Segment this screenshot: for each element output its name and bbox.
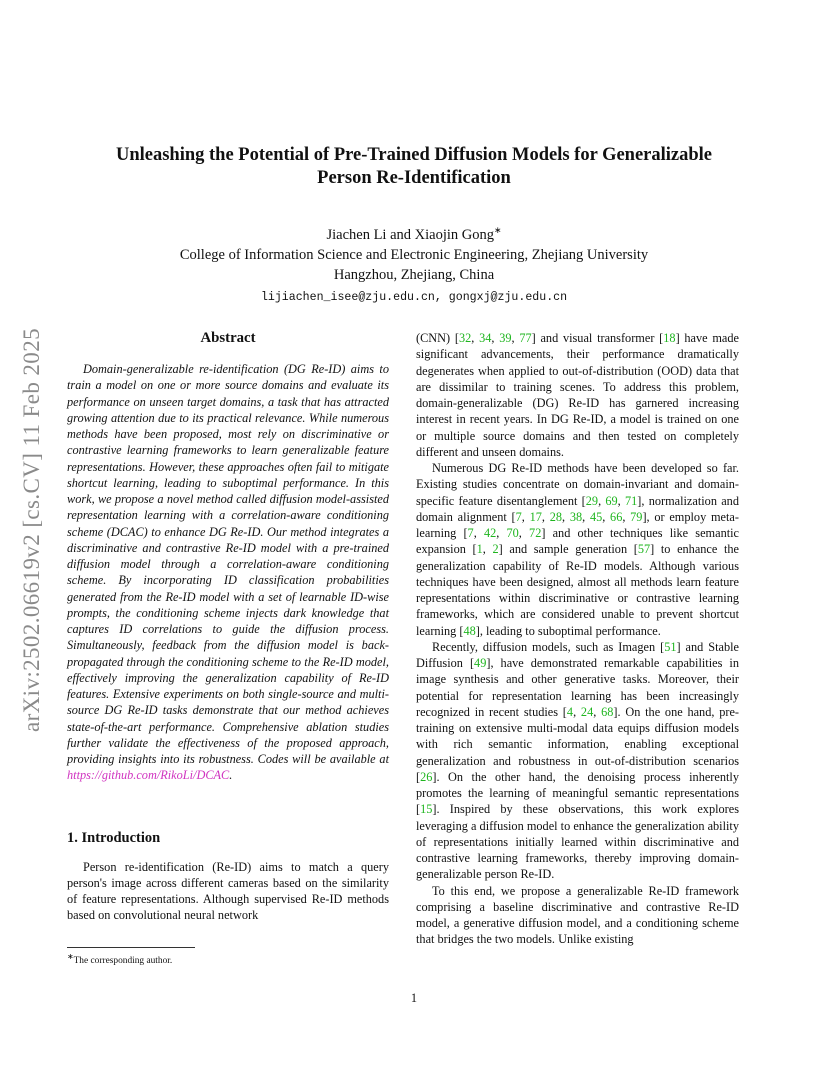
text-run: ] and other techniques like semantic expansion [	[416, 526, 740, 557]
right-paragraph-2: Numerous DG Re-ID methods have been developed so far. Existing studies concentrate on domain-invariant and domain-specific feature disentanglement [29, 69, 71], normalization and domain alignment [7, 17, 28, 38, 45, 66, 79], or employ meta-learning [7, 42, 70, 72] and other techniques like semantic expansion [1, 2] and sample generation [57] to enhance the generalization capability of Re-ID models. Although various techniques have been designed, almost all methods learn feature representations within discriminative or contrastive learning frameworks, which are considered unable to prevent shortcut learning [48], leading to suboptimal performance.	[416, 461, 740, 638]
right-paragraph-4: To this end, we propose a generalizable Re-ID framework comprising a baseline discriminative and contrastive Re-ID model, a generative diffusion model, and a conditioning scheme that bridges the two models. Unlike existing	[416, 883, 739, 947]
text-run: Recently, diffusion models, such as Imagen [	[432, 639, 665, 654]
code-link[interactable]: https://github.com/RikoLi/DCAC	[67, 768, 230, 783]
citation-link[interactable]: 2	[492, 542, 499, 557]
citation-link[interactable]: 71	[624, 493, 638, 508]
author-mark: ∗	[493, 225, 502, 235]
text-run: ] have made significant advancements, their performance dramatically degenerates when applied to out-of-distribution (OOD) data that are dissimilar to training scenes. To address this problem, domain-generalizable (DG) Re-ID has garnered increasing interest in recent years. In DG Re-ID, a model is trained on one or multiple source domains and then tested on completely different and unseen domains.	[416, 331, 739, 459]
intro-heading: 1. Introduction	[67, 829, 161, 846]
citation-link[interactable]: 51	[664, 639, 677, 654]
page-number: 1	[410, 991, 418, 1005]
citation-link[interactable]: 28	[549, 509, 563, 524]
citation-link[interactable]: 42	[483, 526, 497, 540]
citation-link[interactable]: 26	[420, 769, 433, 784]
text-run: (CNN) [	[416, 331, 459, 345]
text-run: ] and visual transformer [	[531, 331, 664, 345]
left-column	[67, 330, 389, 924]
citation-link[interactable]: 18	[663, 331, 676, 345]
citation-link[interactable]: 48	[463, 623, 476, 638]
citation-link[interactable]: 15	[420, 802, 433, 817]
citation-link[interactable]: 7	[467, 526, 474, 540]
citation-link[interactable]: 49	[474, 656, 487, 670]
text-run: ]. On the one hand, pre-training on extensive multi-modal data equips diffusion models with rich semantic information, enabling exceptional generalization and robustness in out-of-distribution scenarios [	[416, 704, 740, 784]
citation-link[interactable]: 4	[566, 704, 574, 719]
intro-paragraph: Person re-identification (Re-ID) aims to match a query person's image across different cameras based on the similarity of feature representations. Although supervised Re-ID methods based on convolutional neural network	[67, 859, 389, 923]
citation-link[interactable]: 38	[569, 509, 583, 524]
citation-link[interactable]: 1	[476, 542, 483, 557]
citation-link[interactable]: 70	[506, 526, 519, 540]
location: Hangzhou, Zhejiang, China	[333, 266, 495, 283]
text-run: ], have demonstrated remarkable capabilities in image synthesis and other generative tasks. Moreover, their potential for representation learning has been increasingly recognized in recent studies [	[416, 656, 739, 719]
right-paragraph-1: (CNN) [32, 34, 39, 77] and visual transformer [18] have made significant advancements, their performance dramatically degenerates when applied to out-of-distribution (OOD) data that are dissimilar to training scenes. To address this problem, domain-generalizable (DG) Re-ID has garnered increasing interest in recent years. In DG Re-ID, a model is trained on one or multiple source domains and then tested on completely different and unseen domains.	[416, 331, 739, 459]
text-run: ], leading to suboptimal performance.	[475, 623, 661, 638]
emails: lijiachen_isee@zju.edu.cn, gongxj@zju.edu.cn	[260, 290, 568, 304]
citation-link[interactable]: 66	[610, 509, 623, 524]
title-line-1: Unleashing the Potential of Pre-Trained Diffusion Models for Generalizable	[115, 145, 713, 165]
citation-link[interactable]: 57	[637, 542, 651, 557]
text-run: Numerous DG Re-ID methods have been developed so far. Existing studies concentrate on domain-invariant and domain-specific feature disentanglement [	[416, 461, 739, 508]
citation-link[interactable]: 34	[479, 331, 492, 345]
abstract-text: Domain-generalizable re-identification (DG Re-ID) aims to train a model on one or more source domains and evaluate its performance on unseen target domains, a task that has attracted growing attention due to its practical relevance. While numerous methods have been proposed, most rely on discriminative or contrastive learning frameworks to learn generalizable feature representations. However, these approaches often fail to mitigate shortcut learning, leading to suboptimal performance. In this work, we propose a novel method called diffusion model-assisted representation learning with a correlation-aware conditioning scheme (DCAC) to enhance DG Re-ID. Our method integrates a discriminative and contrastive Re-ID model with a pre-trained diffusion model through a correlation-aware conditioning scheme. By incorporating ID classification probabilities generated from the Re-ID model with a set of learnable ID-wise prompts, the conditioning scheme injects dark knowledge that captures ID correlations to guide the diffusion process. Simultaneously, feedback from the diffusion model is back-propagated through the conditioning scheme to the Re-ID model, effectively improving the generalization capability of Re-ID features. Extensive experiments on both single-source and multi-source DG Re-ID tasks demonstrate that our method achieves state-of-the-art performance. Comprehensive ablation studies further validate the effectiveness of the proposed approach, providing insights into its robustness. Codes will be available at	[67, 362, 389, 766]
text-run: ], normalization and domain alignment [	[416, 493, 739, 524]
citation-link[interactable]: 68	[601, 704, 614, 719]
text-run: ]. On the other hand, the denoising process inherently promotes the learning of meaningful semantic representations [	[416, 769, 739, 817]
author-block	[68, 220, 760, 308]
authors-text: Jiachen Li and Xiaojin Gong	[326, 226, 494, 243]
right-column	[416, 330, 739, 948]
author-names	[68, 220, 760, 245]
arxiv-identifier-text: arXiv:2502.06619v2 [cs.CV] 11 Feb 2025	[19, 327, 44, 733]
text-run: ] and sample generation [	[498, 542, 638, 557]
abstract-heading: Abstract	[200, 330, 256, 346]
citation-link[interactable]: 45	[589, 509, 603, 524]
paper-title	[68, 144, 760, 190]
citation-link[interactable]: 69	[605, 493, 618, 508]
footnote	[67, 951, 389, 967]
text-run: ], or employ meta-learning [	[416, 509, 739, 540]
citation-link[interactable]: 32	[459, 331, 472, 345]
citation-link[interactable]: 39	[499, 331, 512, 345]
text-run: ]. Inspired by these observations, this work explores leveraging a diffusion model to enhance the generalization ability of representations initially learned within discriminative and contrastive learning frameworks, thereby improving domain-generalizable person Re-ID.	[416, 802, 739, 882]
footnote-text: The corresponding author.	[73, 956, 173, 967]
text-run: ] and Stable Diffusion [	[416, 639, 739, 670]
abstract-body	[67, 361, 389, 784]
abstract-end: .	[229, 768, 233, 783]
arxiv-identifier	[12, 290, 52, 770]
footnote-rule	[67, 947, 195, 948]
citation-link[interactable]: 17	[529, 509, 542, 524]
citation-link[interactable]: 29	[585, 493, 599, 508]
citation-link[interactable]: 72	[529, 526, 542, 540]
citation-link[interactable]: 77	[519, 331, 532, 345]
text-run: ] to enhance the generalization capability of Re-ID models. Although various techniques have been designed, almost all methods learn feature representations within discriminative or contrastive learning frameworks, which are considered unable to prevent shortcut learning [	[416, 542, 740, 638]
affiliation: College of Information Science and Electronic Engineering, Zhejiang University	[179, 246, 649, 263]
footnote-mark: ∗	[67, 952, 74, 961]
citation-link[interactable]: 7	[515, 509, 522, 524]
title-line-2: Person Re-Identification	[317, 168, 511, 188]
citation-link[interactable]: 79	[630, 509, 643, 524]
citation-link[interactable]: 24	[580, 704, 594, 719]
right-paragraph-3: Recently, diffusion models, such as Imagen [51] and Stable Diffusion [49], have demonstrated remarkable capabilities in image synthesis and other generative tasks. Moreover, their potential for representation learning has been increasingly recognized in recent studies [4, 24, 68]. On the one hand, pre-training on extensive multi-modal data equips diffusion models with rich semantic information, enabling exceptional generalization and robustness in out-of-distribution scenarios [26]. On the other hand, the denoising process inherently promotes the learning of meaningful semantic representations [15]. Inspired by these observations, this work explores leveraging a diffusion model to enhance the generalization ability of representations initially learned within discriminative and contrastive learning frameworks, thereby improving domain-generalizable person Re-ID.	[416, 639, 740, 882]
